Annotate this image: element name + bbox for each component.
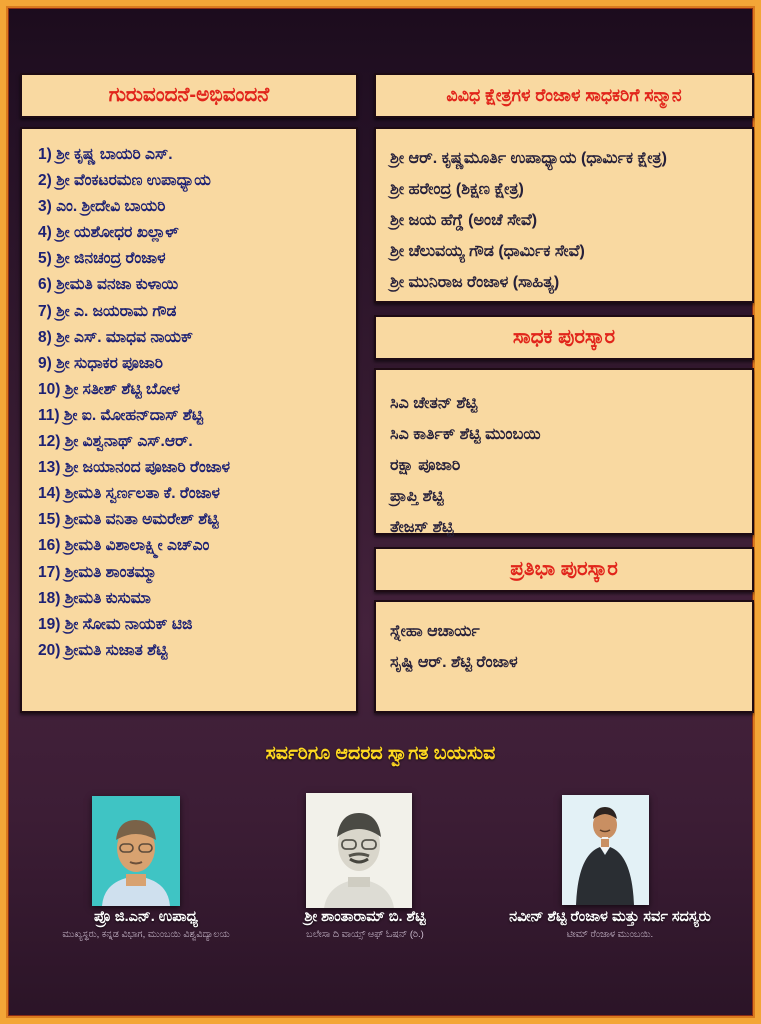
pratibha-puraskara-list xyxy=(374,600,754,713)
list-item: 2) ಶ್ರೀ ವೆಂಕಟರಮಣ ಉಪಾಧ್ಯಾಯ xyxy=(38,172,211,190)
sadhaka-puraskara-list xyxy=(374,368,754,535)
caption-naveen-shetty xyxy=(464,909,756,940)
welcome-text: ಸರ್ವರಿಗೂ ಆದರದ ಸ್ವಾಗತ ಬಯಸುವ xyxy=(265,743,496,764)
person-name: ನವೀನ್ ಶೆಟ್ಟಿ ರೆಂಜಾಳ ಮತ್ತು ಸರ್ವ ಸದಸ್ಯರು xyxy=(509,909,711,925)
list-item: 3) ಎಂ. ಶ್ರೀದೇವಿ ಬಾಯರಿ xyxy=(38,198,166,216)
list-item: ಸೃಷ್ಟಿ ಆರ್. ಶೆಟ್ಟಿ ರೆಂಜಾಳ xyxy=(390,654,518,671)
list-item: 16) ಶ್ರೀಮತಿ ವಿಶಾಲಾಕ್ಷ್ಮೀ ಎಚ್‌ಎಂ xyxy=(38,537,210,555)
guru-vandane-title: ಗುರುವಂದನೆ-ಅಭಿವಂದನೆ xyxy=(108,84,270,106)
guru-vandane-header xyxy=(20,73,358,118)
list-item: 17) ಶ್ರೀಮತಿ ಶಾಂತಮ್ಮಾ xyxy=(38,563,157,581)
person-role: ಮುಖ್ಯಸ್ಥರು, ಕನ್ನಡ ವಿಭಾಗ, ಮುಂಬಯಿ ವಿಶ್ವವಿದ್ಯಾಲಯ xyxy=(62,929,230,940)
list-item: ಶ್ರೀ ಚೆಲುವಯ್ಯ ಗೌಡ (ಧಾರ್ಮಿಕ ಸೇವೆ) xyxy=(390,243,585,260)
list-item: ಶ್ರೀ ಹರೇಂದ್ರ (ಶಿಕ್ಷಣ ಕ್ಷೇತ್ರ) xyxy=(390,181,524,198)
list-item: ಸ್ನೇಹಾ ಆಚಾರ್ಯ xyxy=(390,623,480,640)
person-role: ಟೀಮ್ ರೆಂಜಾಳ ಮುಂಬಯಿ. xyxy=(566,929,654,940)
list-item: 6) ಶ್ರೀಮತಿ ವನಜಾ ಕುಳಾಯಿ xyxy=(38,276,179,294)
photo-shantharam-shetty xyxy=(306,793,412,908)
photo-naveen-shetty xyxy=(562,795,649,905)
list-item: 20) ಶ್ರೀಮತಿ ಸುಜಾತ ಶೆಟ್ಟಿ xyxy=(38,641,168,659)
list-item: 10) ಶ್ರೀ ಸತೀಶ್ ಶೆಟ್ಟಿ ಬೋಳ xyxy=(38,380,181,398)
caption-shantharam-shetty xyxy=(258,909,472,940)
list-item: ರಕ್ಷಾ ಪೂಜಾರಿ xyxy=(390,457,461,474)
list-item: 7) ಶ್ರೀ ಎ. ಜಯರಾಮ ಗೌಡ xyxy=(38,302,177,320)
list-item: 1) ಶ್ರೀ ಕೃಷ್ಣ ಬಾಯರಿ ಎಸ್. xyxy=(38,146,173,163)
sanmana-header xyxy=(374,73,754,118)
list-item: ಶ್ರೀ ಆರ್. ಕೃಷ್ಣಮೂರ್ತಿ ಉಪಾಧ್ಯಾಯ (ಧಾರ್ಮಿಕ ಕ್ಷೇತ್ರ) xyxy=(390,150,667,167)
sadhaka-puraskara-header xyxy=(374,315,754,360)
list-item: 5) ಶ್ರೀ ಜಿನಚಂದ್ರ ರೆಂಜಾಳ xyxy=(38,250,166,268)
list-item: ಸಿಎ ಚೇತನ್ ಶೆಟ್ಟಿ xyxy=(390,395,478,412)
person-role: ಬಲೇಸಾ ದಿ ವಾಯ್ಸ್ ಆಫ್ ಓಷನ್ (ರಿ.) xyxy=(306,929,424,940)
list-item: 12) ಶ್ರೀ ವಿಶ್ವನಾಥ್ ಎಸ್.ಆರ್. xyxy=(38,433,193,451)
list-item: 18) ಶ್ರೀಮತಿ ಕುಸುಮಾ xyxy=(38,589,151,607)
sanmana-title: ವಿವಿಧ ಕ್ಷೇತ್ರಗಳ ರೆಂಜಾಳ ಸಾಧಕರಿಗೆ ಸನ್ಮಾನ xyxy=(446,85,682,105)
pratibha-puraskara-header xyxy=(374,547,754,592)
list-item: ಪ್ರಾಪ್ತಿ ಶೆಟ್ಟಿ xyxy=(390,488,444,505)
list-item: 9) ಶ್ರೀ ಸುಧಾಕರ ಪೂಜಾರಿ xyxy=(38,354,163,372)
list-item: 13) ಶ್ರೀ ಜಯಾನಂದ ಪೂಜಾರಿ ರೆಂಜಾಳ xyxy=(38,459,231,477)
list-item: ತೇಜಸ್ ಶೆಟ್ಟಿ xyxy=(390,519,454,536)
list-item: 15) ಶ್ರೀಮತಿ ವನಿತಾ ಅಮರೇಶ್ ಶೆಟ್ಟಿ xyxy=(38,511,219,529)
photo-gn-upadhya xyxy=(92,796,180,906)
caption-gn-upadhya xyxy=(26,909,266,940)
list-item: 14) ಶ್ರೀಮತಿ ಸ್ವರ್ಣಲತಾ ಕೆ. ರೆಂಜಾಳ xyxy=(38,485,220,503)
list-item: ಶ್ರೀ ಜಯ ಹೆಗ್ಡೆ (ಅಂಚೆ ಸೇವೆ) xyxy=(390,212,538,229)
guru-vandane-list xyxy=(20,127,358,713)
list-item: 8) ಶ್ರೀ ಎಸ್. ಮಾಧವ ನಾಯಕ್ xyxy=(38,328,194,346)
person-name: ಪ್ರೊ ಜಿ.ಎನ್. ಉಪಾಧ್ಯ xyxy=(94,909,198,925)
sanmana-list xyxy=(374,127,754,303)
list-item: 19) ಶ್ರೀ ಸೋಮ ನಾಯಕ್ ಟಿಜಿ xyxy=(38,615,193,633)
list-item: ಸಿಎ ಕಾರ್ತಿಕ್ ಶೆಟ್ಟಿ ಮುಂಬಯಿ xyxy=(390,426,541,443)
pratibha-puraskara-title: ಪ್ರತಿಭಾ ಪುರಸ್ಕಾರ xyxy=(510,558,618,580)
list-item: ಶ್ರೀ ಮುನಿರಾಜ ರೆಂಜಾಳ (ಸಾಹಿತ್ಯ) xyxy=(390,274,560,291)
list-item: 4) ಶ್ರೀ ಯಶೋಧರ ಖಲ್ಲಾಳ್ xyxy=(38,224,179,242)
person-name: ಶ್ರೀ ಶಾಂತಾರಾಮ್ ಬಿ. ಶೆಟ್ಟಿ xyxy=(304,909,426,925)
list-item: 11) ಶ್ರೀ ಐ. ಮೋಹನ್‌ದಾಸ್ ಶೆಟ್ಟಿ xyxy=(38,406,204,424)
sadhaka-puraskara-title: ಸಾಧಕ ಪುರಸ್ಕಾರ xyxy=(512,326,616,348)
